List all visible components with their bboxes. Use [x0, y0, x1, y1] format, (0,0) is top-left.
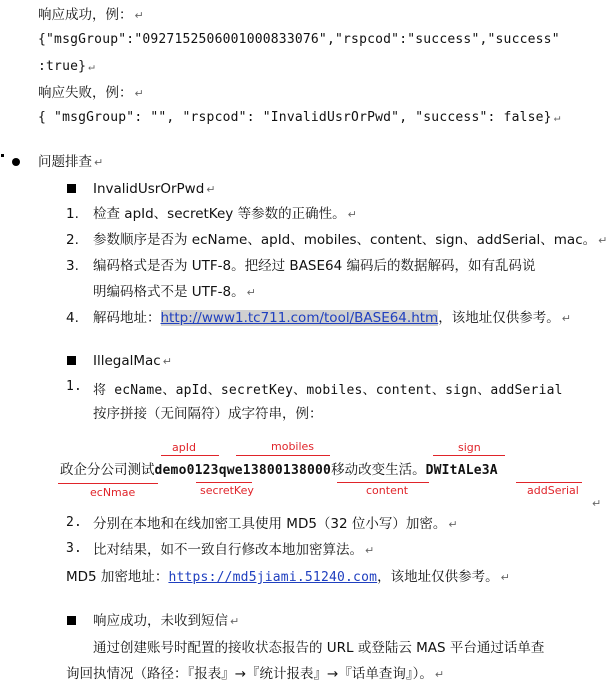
annotation-sign: sign — [458, 441, 481, 454]
annotation-line-secretkey — [196, 482, 252, 483]
fail-json: { "msgGroup": "", "rspcod": "InvalidUsrOrPwd", "success": false} ↵ — [38, 110, 561, 125]
list-item: 参数顺序是否为 ecName、apId、mobiles、content、sign、addSerial、mac。 ↵ — [93, 232, 607, 248]
list-item: 分别在本地和在线加密工具使用 MD5（32 位小写）加密。 ↵ — [93, 516, 458, 532]
list-item-cont: 按序拼接（无间隔符）成字符串，例： — [93, 406, 323, 422]
list-item: 将 ecName、apId、secretKey、mobiles、content、sign、addSerial — [93, 383, 563, 398]
square-bullet-icon — [67, 184, 76, 193]
list-item: 比对结果，如不一致自行修改本地加密算法。 ↵ — [93, 542, 375, 558]
list-item-cont: 明编码格式不是 UTF-8。 ↵ — [93, 284, 256, 300]
section-title: 问题排查 ↵ — [38, 154, 104, 170]
list-number: 2. — [66, 515, 83, 530]
annotation-mobiles: mobiles — [271, 440, 315, 453]
annotation-line-mobiles — [236, 455, 330, 456]
fail-label: 响应失败，例： ↵ — [38, 85, 144, 101]
list-number: 2. — [66, 232, 79, 248]
annotation-content: content — [366, 484, 409, 497]
list-item: 编码格式是否为 UTF-8。把经过 BASE64 编码后的数据解码，如有乱码说 — [93, 258, 536, 274]
annotation-line-content — [337, 482, 429, 483]
nosms-heading: 响应成功，未收到短信 ↵ — [93, 613, 240, 629]
list-number: 3. — [66, 258, 79, 274]
success-json: {"msgGroup":"0927152506001000833076","rspcod":"success","success" — [38, 32, 560, 47]
annotation-line-apid — [161, 455, 219, 456]
success-label: 响应成功，例： ↵ — [38, 7, 144, 23]
square-bullet-icon — [67, 356, 76, 365]
md5-line: MD5 加密地址：https://md5jiami.51240.com，该地址仅供参考。 ↵ — [66, 569, 510, 585]
list-item: 解码地址：http://www1.tc711.com/tool/BASE64.htm，该地址仅供参考。 ↵ — [93, 310, 571, 326]
base64-link[interactable]: http://www1.tc711.com/tool/BASE64.htm — [160, 310, 439, 326]
square-bullet-icon — [67, 616, 76, 625]
bullet-dot-icon — [12, 158, 20, 166]
list-number: 4. — [66, 310, 79, 326]
annotation-line-sign — [433, 455, 505, 456]
annotation-secretkey: secretKey — [200, 484, 254, 497]
annotation-apid: apId — [172, 441, 196, 454]
illegal-heading: IllegalMac ↵ — [93, 353, 172, 369]
annotation-line-addserial — [516, 482, 582, 483]
annotation-addserial: addSerial — [527, 484, 579, 497]
annotation-ecname: ecNmae — [90, 486, 136, 499]
md5-link[interactable]: https://md5jiami.51240.com — [168, 570, 378, 585]
list-number: 1. — [66, 379, 83, 394]
list-number: 1. — [66, 206, 79, 222]
invalid-heading: InvalidUsrOrPwd ↵ — [93, 181, 216, 197]
para-mark: ↵ — [592, 497, 602, 510]
annotation-line-ecname — [58, 483, 158, 484]
list-item: 检查 apId、secretKey 等参数的正确性。 ↵ — [93, 206, 357, 222]
nosms-paragraph: 通过创建账号时配置的接收状态报告的 URL 或登陆云 MAS 平台通过话单查 — [93, 640, 545, 656]
nosms-paragraph-cont: 询回执情况（路径：『报表』→『统计报表』→『话单查询』）。 ↵ — [66, 666, 445, 682]
success-json-cont: :true} ↵ — [38, 59, 95, 74]
concat-example: 政企分公司测试demo0123qwe13800138000移动改变生活。DWItALe3A — [60, 462, 498, 478]
margin-mark — [1, 154, 4, 157]
list-number: 3. — [66, 541, 83, 556]
